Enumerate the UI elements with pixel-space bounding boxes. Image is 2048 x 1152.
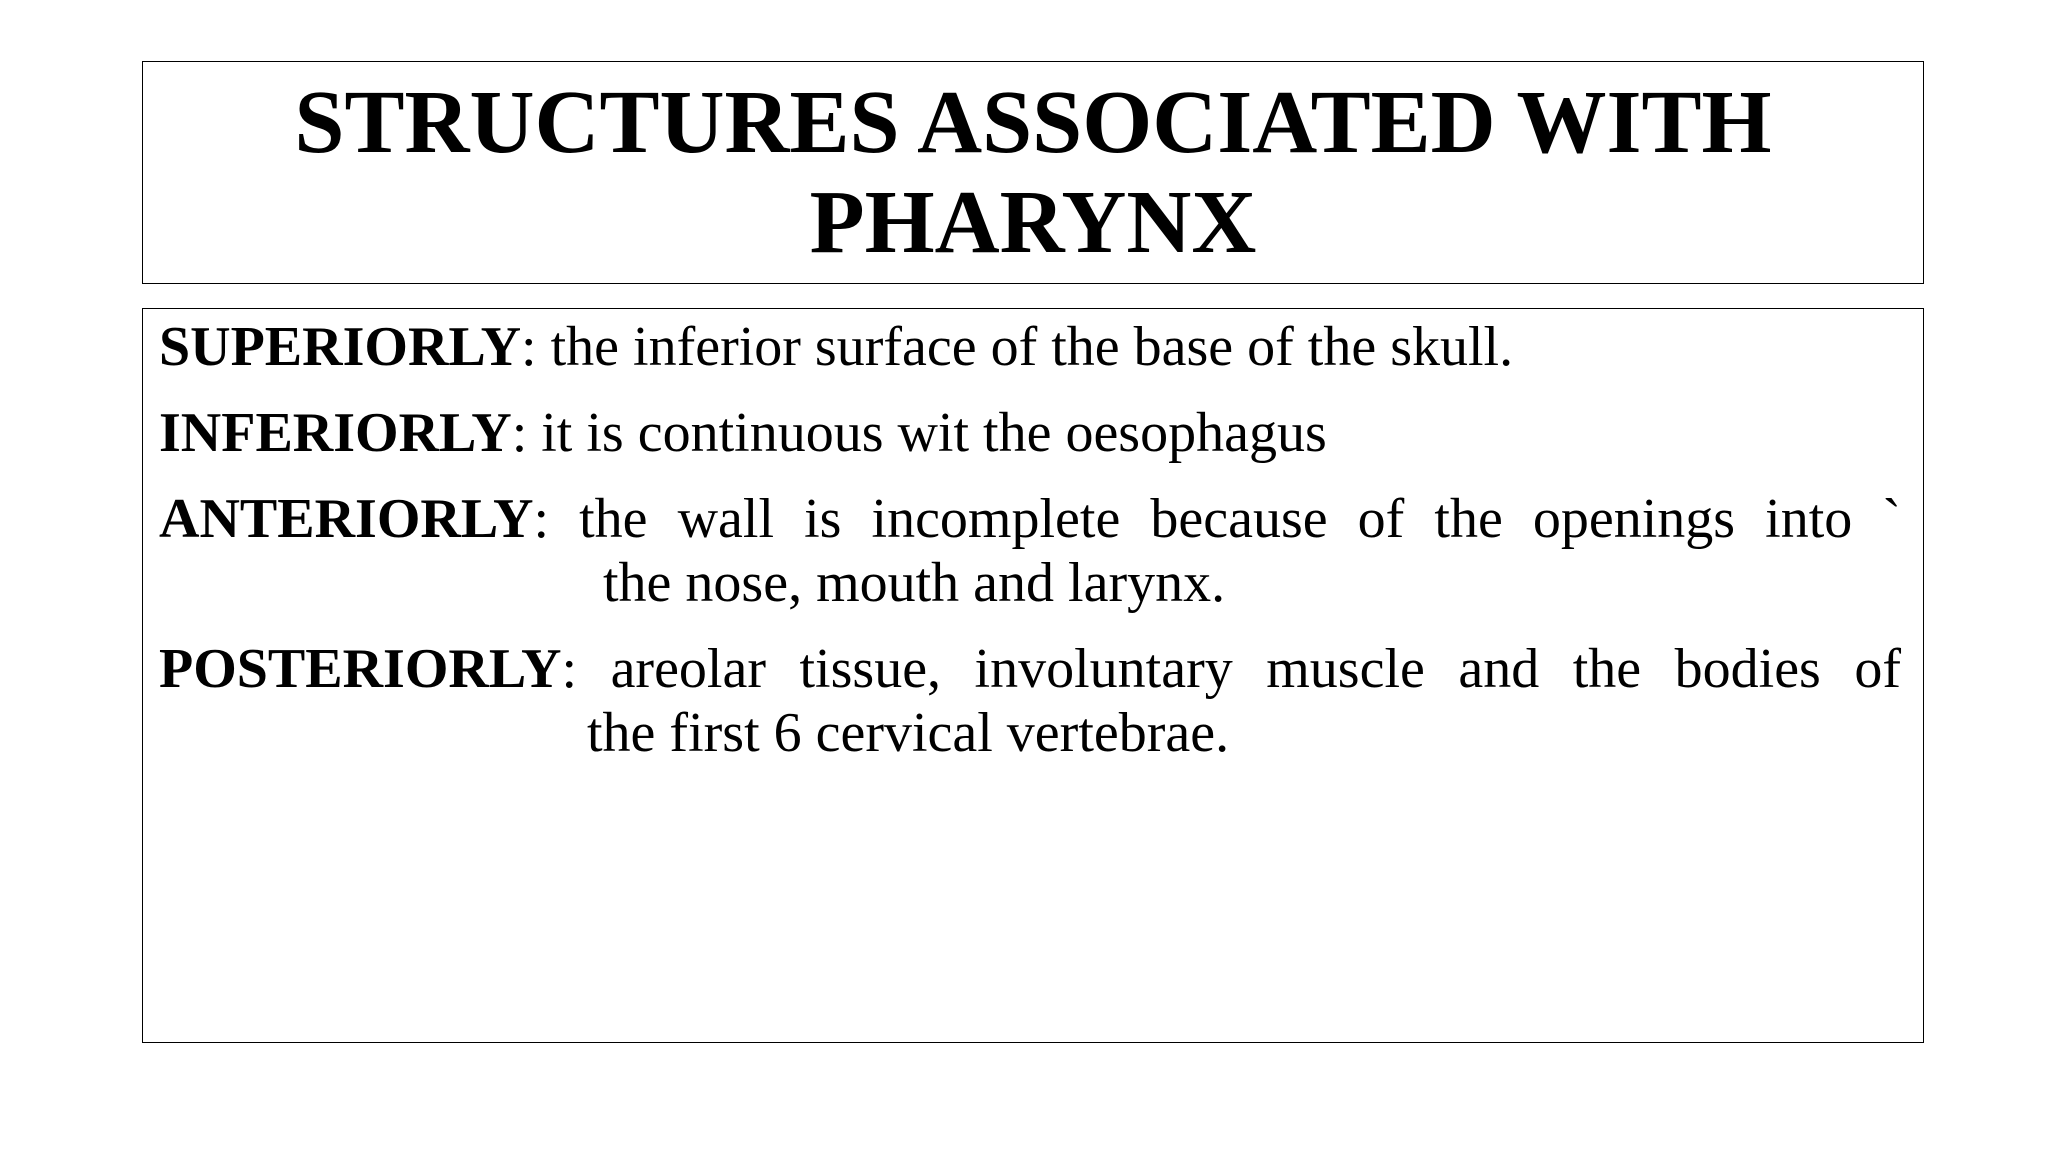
- entry-continuation: the first 6 cervical vertebrae.: [587, 702, 1230, 764]
- entry-inferiorly: [159, 401, 1909, 465]
- entry-label: POSTERIORLY: [159, 638, 562, 700]
- entry-posteriorly: [159, 637, 1909, 765]
- entry-first-line: [159, 487, 1901, 551]
- entry-text: : areolar tissue, involuntary muscle and the bodies of: [561, 638, 1901, 700]
- entry-text: : it is continuous wit the oesophagus: [511, 402, 1327, 464]
- slide-title-line-1: STRUCTURES ASSOCIATED WITH: [294, 72, 1772, 172]
- entry-label: INFERIORLY: [159, 402, 512, 464]
- entry-label: ANTERIORLY: [159, 488, 534, 550]
- entry-label: SUPERIORLY: [159, 316, 522, 378]
- entry-text: : the wall is incomplete because of the openings into `: [533, 488, 1901, 550]
- title-box: [142, 61, 1924, 284]
- entry-text: : the inferior surface of the base of the skull.: [521, 316, 1514, 378]
- entry-first-line: [159, 637, 1901, 701]
- slide-title-line-2: PHARYNX: [809, 172, 1257, 272]
- content-box: [142, 308, 1924, 1043]
- entry-continuation: the nose, mouth and larynx.: [603, 552, 1226, 614]
- entry-anteriorly: [159, 487, 1909, 615]
- entry-superiorly: [159, 315, 1909, 379]
- slide-title: [294, 73, 1771, 273]
